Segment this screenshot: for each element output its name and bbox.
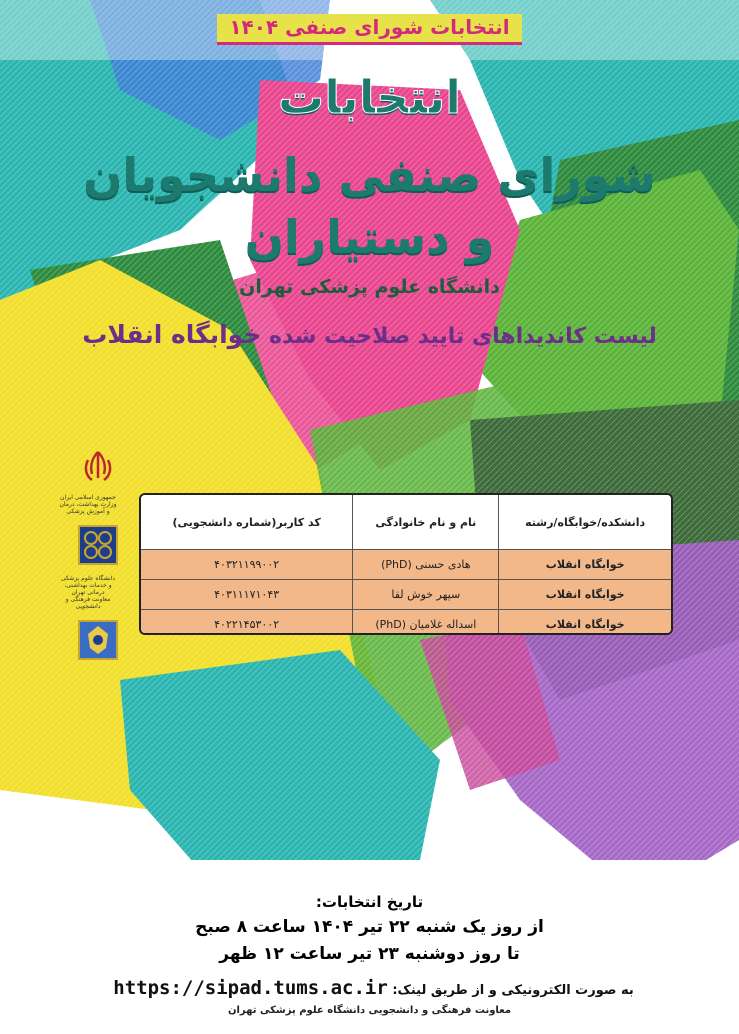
election-date-heading: تاریخ انتخابات:	[315, 893, 424, 911]
title-council: شورای صنفی دانشجویان	[83, 148, 656, 202]
cell-user-code: ۴۰۳۲۱۱۹۹۰۰۲	[141, 550, 353, 580]
cell-faculty: خوابگاه انقلاب	[499, 550, 671, 580]
university-name: دانشگاه علوم پزشکی تهران	[239, 276, 500, 298]
cell-faculty: خوابگاه انقلاب	[499, 580, 671, 610]
student-affairs-logo-icon	[78, 620, 118, 660]
voting-link[interactable]: https://sipad.tums.ac.ir	[113, 977, 388, 999]
title-residents: و دستیاران	[244, 210, 495, 264]
candidates-subtitle	[0, 320, 739, 349]
table-row	[141, 610, 671, 636]
table-header-row	[141, 495, 671, 550]
voting-link-prefix: به صورت الکترونیکی و از طریق لینک:	[392, 983, 634, 998]
subtitle-highlight: خوابگاه انقلاب	[82, 320, 262, 349]
election-start-time: از روز یک شنبه ۲۲ تیر ۱۴۰۴ ساعت ۸ صبح	[195, 917, 544, 937]
cell-name: هادی حسنی (PhD)	[353, 550, 499, 580]
election-end-time: تا روز دوشنبه ۲۳ تیر ساعت ۱۲ ظهر	[219, 944, 520, 964]
voting-link-row	[0, 977, 739, 999]
header-user-code: کد کاربر(شماره دانشجویی)	[141, 495, 353, 550]
subtitle-prefix: لیست کاندیداهای تایید صلاحیت شده	[269, 324, 657, 349]
table-row	[141, 550, 671, 580]
cell-faculty: خوابگاه انقلاب	[499, 610, 671, 636]
tums-logo-caption: دانشگاه علوم پزشکی و خدمات بهداشتی، درمانی تهران معاونت فرهنگی و دانشجویی	[60, 575, 116, 610]
iran-emblem-caption: جمهوری اسلامی ایران وزارت بهداشت، درمان و آموزش پزشکی	[59, 494, 117, 515]
organizer-office: معاونت فرهنگی و دانشجویی دانشگاه علوم پزشکی تهران	[227, 1005, 512, 1016]
cell-user-code: ۴۰۲۲۱۴۵۳۰۰۲	[141, 610, 353, 636]
header-faculty: دانشکده/خوابگاه/رشته	[499, 495, 671, 550]
header-name: نام و نام خانوادگی	[353, 495, 499, 550]
table-row	[141, 580, 671, 610]
election-badge	[0, 14, 739, 45]
cell-user-code: ۴۰۳۱۱۱۷۱۰۴۳	[141, 580, 353, 610]
election-badge-text: انتخابات شورای صنفی ۱۴۰۴	[217, 14, 521, 45]
logo-column	[58, 448, 118, 670]
candidates-table-grid	[141, 495, 671, 635]
cell-name: اسداله غلامیان (PhD)	[353, 610, 499, 636]
candidates-table	[139, 493, 673, 635]
iran-emblem-icon	[78, 448, 118, 484]
title-main: انتخابات	[277, 70, 461, 124]
cell-name: سپهر خوش لقا	[353, 580, 499, 610]
tums-logo-icon	[78, 525, 118, 565]
